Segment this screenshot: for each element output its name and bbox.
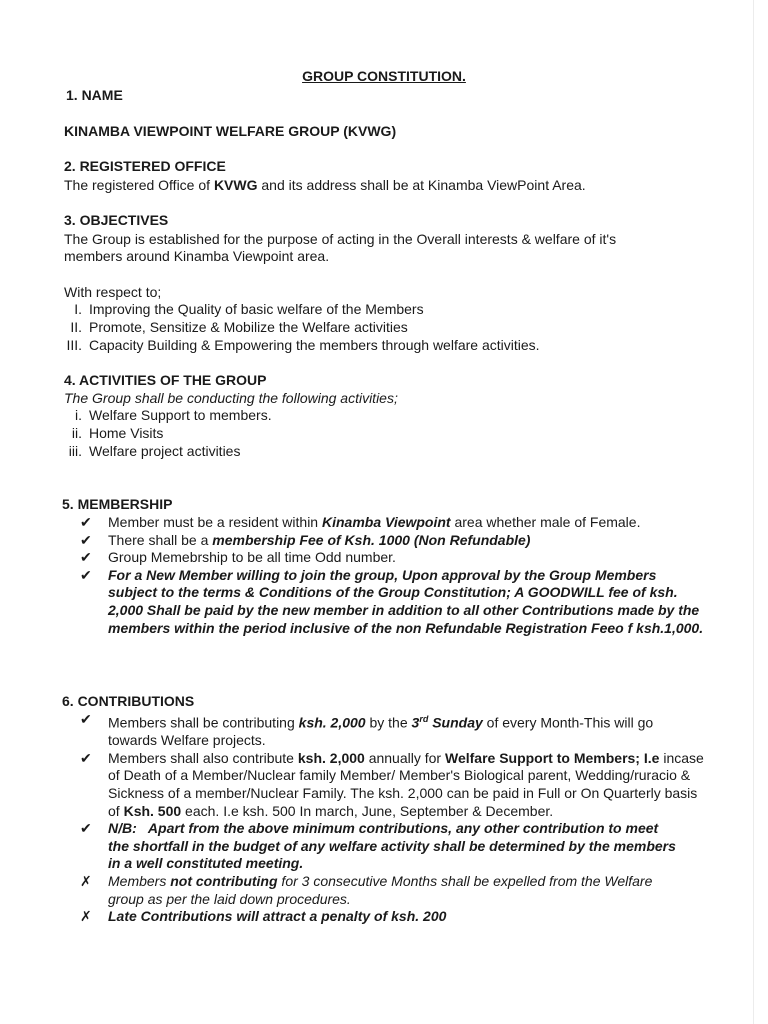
membership-item	[80, 567, 708, 637]
with-respect-to: With respect to;	[64, 284, 162, 300]
text-segment: ksh. 2,000	[297, 749, 365, 766]
text-segment: Ksh. 500	[123, 802, 182, 819]
contribution-item	[80, 820, 683, 873]
check-mark-icon: ✔	[80, 711, 92, 727]
objective-item	[64, 319, 408, 335]
text-segment: annually for	[364, 749, 445, 766]
office-text-post: and its address shall be at Kinamba ViewPoint Area.	[257, 177, 586, 193]
registered-office-text	[64, 177, 586, 193]
check-mark-icon: ✔	[80, 749, 92, 766]
office-text-kvwg: KVWG	[213, 177, 258, 193]
text-segment: by the	[365, 714, 412, 731]
page-edge	[753, 0, 754, 1024]
check-mark-icon: ✔	[80, 566, 92, 583]
membership-item	[80, 549, 710, 567]
objective-number: III.	[66, 337, 82, 353]
membership-item	[80, 514, 710, 532]
objective-text: Improving the Quality of basic welfare of the Members	[89, 301, 424, 317]
check-mark-icon: ✔	[80, 820, 92, 837]
objective-item	[64, 301, 424, 317]
activity-item	[64, 443, 240, 459]
section-5-heading: 5. MEMBERSHIP	[62, 496, 173, 512]
contribution-item	[80, 873, 668, 908]
text-segment: not contributing	[170, 873, 278, 889]
document-title: GROUP CONSTITUTION.	[302, 68, 466, 84]
activity-item	[64, 425, 163, 441]
text-segment: Welfare Support to Members; I.e	[444, 749, 660, 766]
text-segment: ksh. 2,000	[298, 714, 366, 731]
text-segment: area whether male of Female.	[450, 514, 641, 530]
membership-item	[80, 532, 710, 550]
check-mark-icon: ✔	[80, 549, 92, 566]
text-segment: N/B:	[108, 820, 137, 837]
contribution-item	[80, 908, 705, 926]
contribution-item	[80, 750, 708, 820]
text-segment: for 3 consecutive Months shall be expelled from the Welfare group as per the laid down procedures.	[108, 873, 653, 907]
activity-number: i.	[75, 407, 82, 423]
activity-text: Welfare project activities	[89, 443, 241, 459]
objective-item	[64, 337, 540, 353]
objective-number: I.	[74, 301, 82, 317]
objectives-paragraph-line-2: members around Kinamba Viewpoint area.	[64, 248, 330, 264]
contribution-item	[80, 711, 693, 750]
check-mark-icon: ✔	[80, 514, 92, 530]
office-text-pre: The registered Office of	[64, 177, 214, 193]
objective-text: Promote, Sensitize & Mobilize the Welfare activities	[89, 319, 408, 335]
text-segment: of every Month-This will go towards Welfare projects.	[108, 714, 654, 749]
check-mark-icon: ✔	[80, 531, 92, 548]
text-segment: Member must be a resident within	[108, 514, 322, 530]
objective-text: Capacity Building & Empowering the members through welfare activities.	[89, 337, 540, 353]
text-segment: For a New Member willing to join the group, Upon approval by the Group Members subject to the terms & Conditions of the Group Constitution; A GOODWILL fee of ksh. 2,000 Shall be paid by the new member in addition to all other Contributions made by the members within the period inclusive of the non Refundable Registration Feeo f ksh.1,000.	[108, 566, 704, 636]
text-segment: incase of Death of a Member/Nuclear family Member/ Member's Biological parent, Wedding/ruracio & Sickness of a member/Nuclear Family. The ksh. 2,000 can be paid in Full or On Quarterly basis of	[108, 749, 704, 819]
text-segment: Members shall also contribute	[108, 749, 298, 766]
text-segment: Apart from the above minimum contributions, any other contribution to meet the shortfall in the budget of any welfare activity shall be determined by the members in a well constituted meeting.	[108, 820, 680, 872]
activity-number: iii.	[68, 443, 82, 459]
activity-item	[64, 407, 272, 423]
text-segment: Kinamba Viewpoint	[321, 514, 451, 530]
text-segment: each. I.e ksh. 500 In march, June, September & December.	[181, 802, 554, 819]
text-segment: Members	[108, 873, 171, 889]
text-segment: 3	[411, 714, 420, 731]
objective-number: II.	[70, 319, 82, 335]
cross-mark-icon: ✗	[80, 873, 92, 889]
text-segment: Late Contributions will attract a penalty of ksh. 200	[108, 908, 447, 925]
text-segment: rd	[419, 714, 429, 724]
cross-mark-icon: ✗	[80, 908, 92, 925]
text-segment: membership Fee of Ksh. 1000 (Non Refundable)	[212, 531, 531, 548]
text-segment: There shall be a	[108, 531, 213, 548]
contributions-list	[80, 711, 705, 926]
activities-intro: The Group shall be conducting the following activities;	[64, 390, 398, 406]
section-6-heading: 6. CONTRIBUTIONS	[62, 693, 195, 709]
activity-text: Welfare Support to members.	[89, 407, 272, 423]
text-segment: Members shall be contributing	[108, 714, 299, 731]
group-name: KINAMBA VIEWPOINT WELFARE GROUP (KVWG)	[64, 123, 397, 139]
text-segment: Sunday	[428, 714, 483, 731]
section-3-heading: 3. OBJECTIVES	[64, 212, 169, 228]
section-2-heading: 2. REGISTERED OFFICE	[64, 158, 226, 174]
membership-list	[80, 514, 710, 637]
activity-number: ii.	[71, 425, 82, 441]
section-1-heading: 1. NAME	[66, 87, 123, 103]
text-segment: Group Memebrship to be all time Odd number.	[108, 549, 396, 566]
section-4-heading: 4. ACTIVITIES OF THE GROUP	[64, 372, 267, 388]
activity-text: Home Visits	[89, 425, 164, 441]
objectives-paragraph-line-1: The Group is established for the purpose of acting in the Overall interests & welfare of it's	[64, 231, 617, 247]
